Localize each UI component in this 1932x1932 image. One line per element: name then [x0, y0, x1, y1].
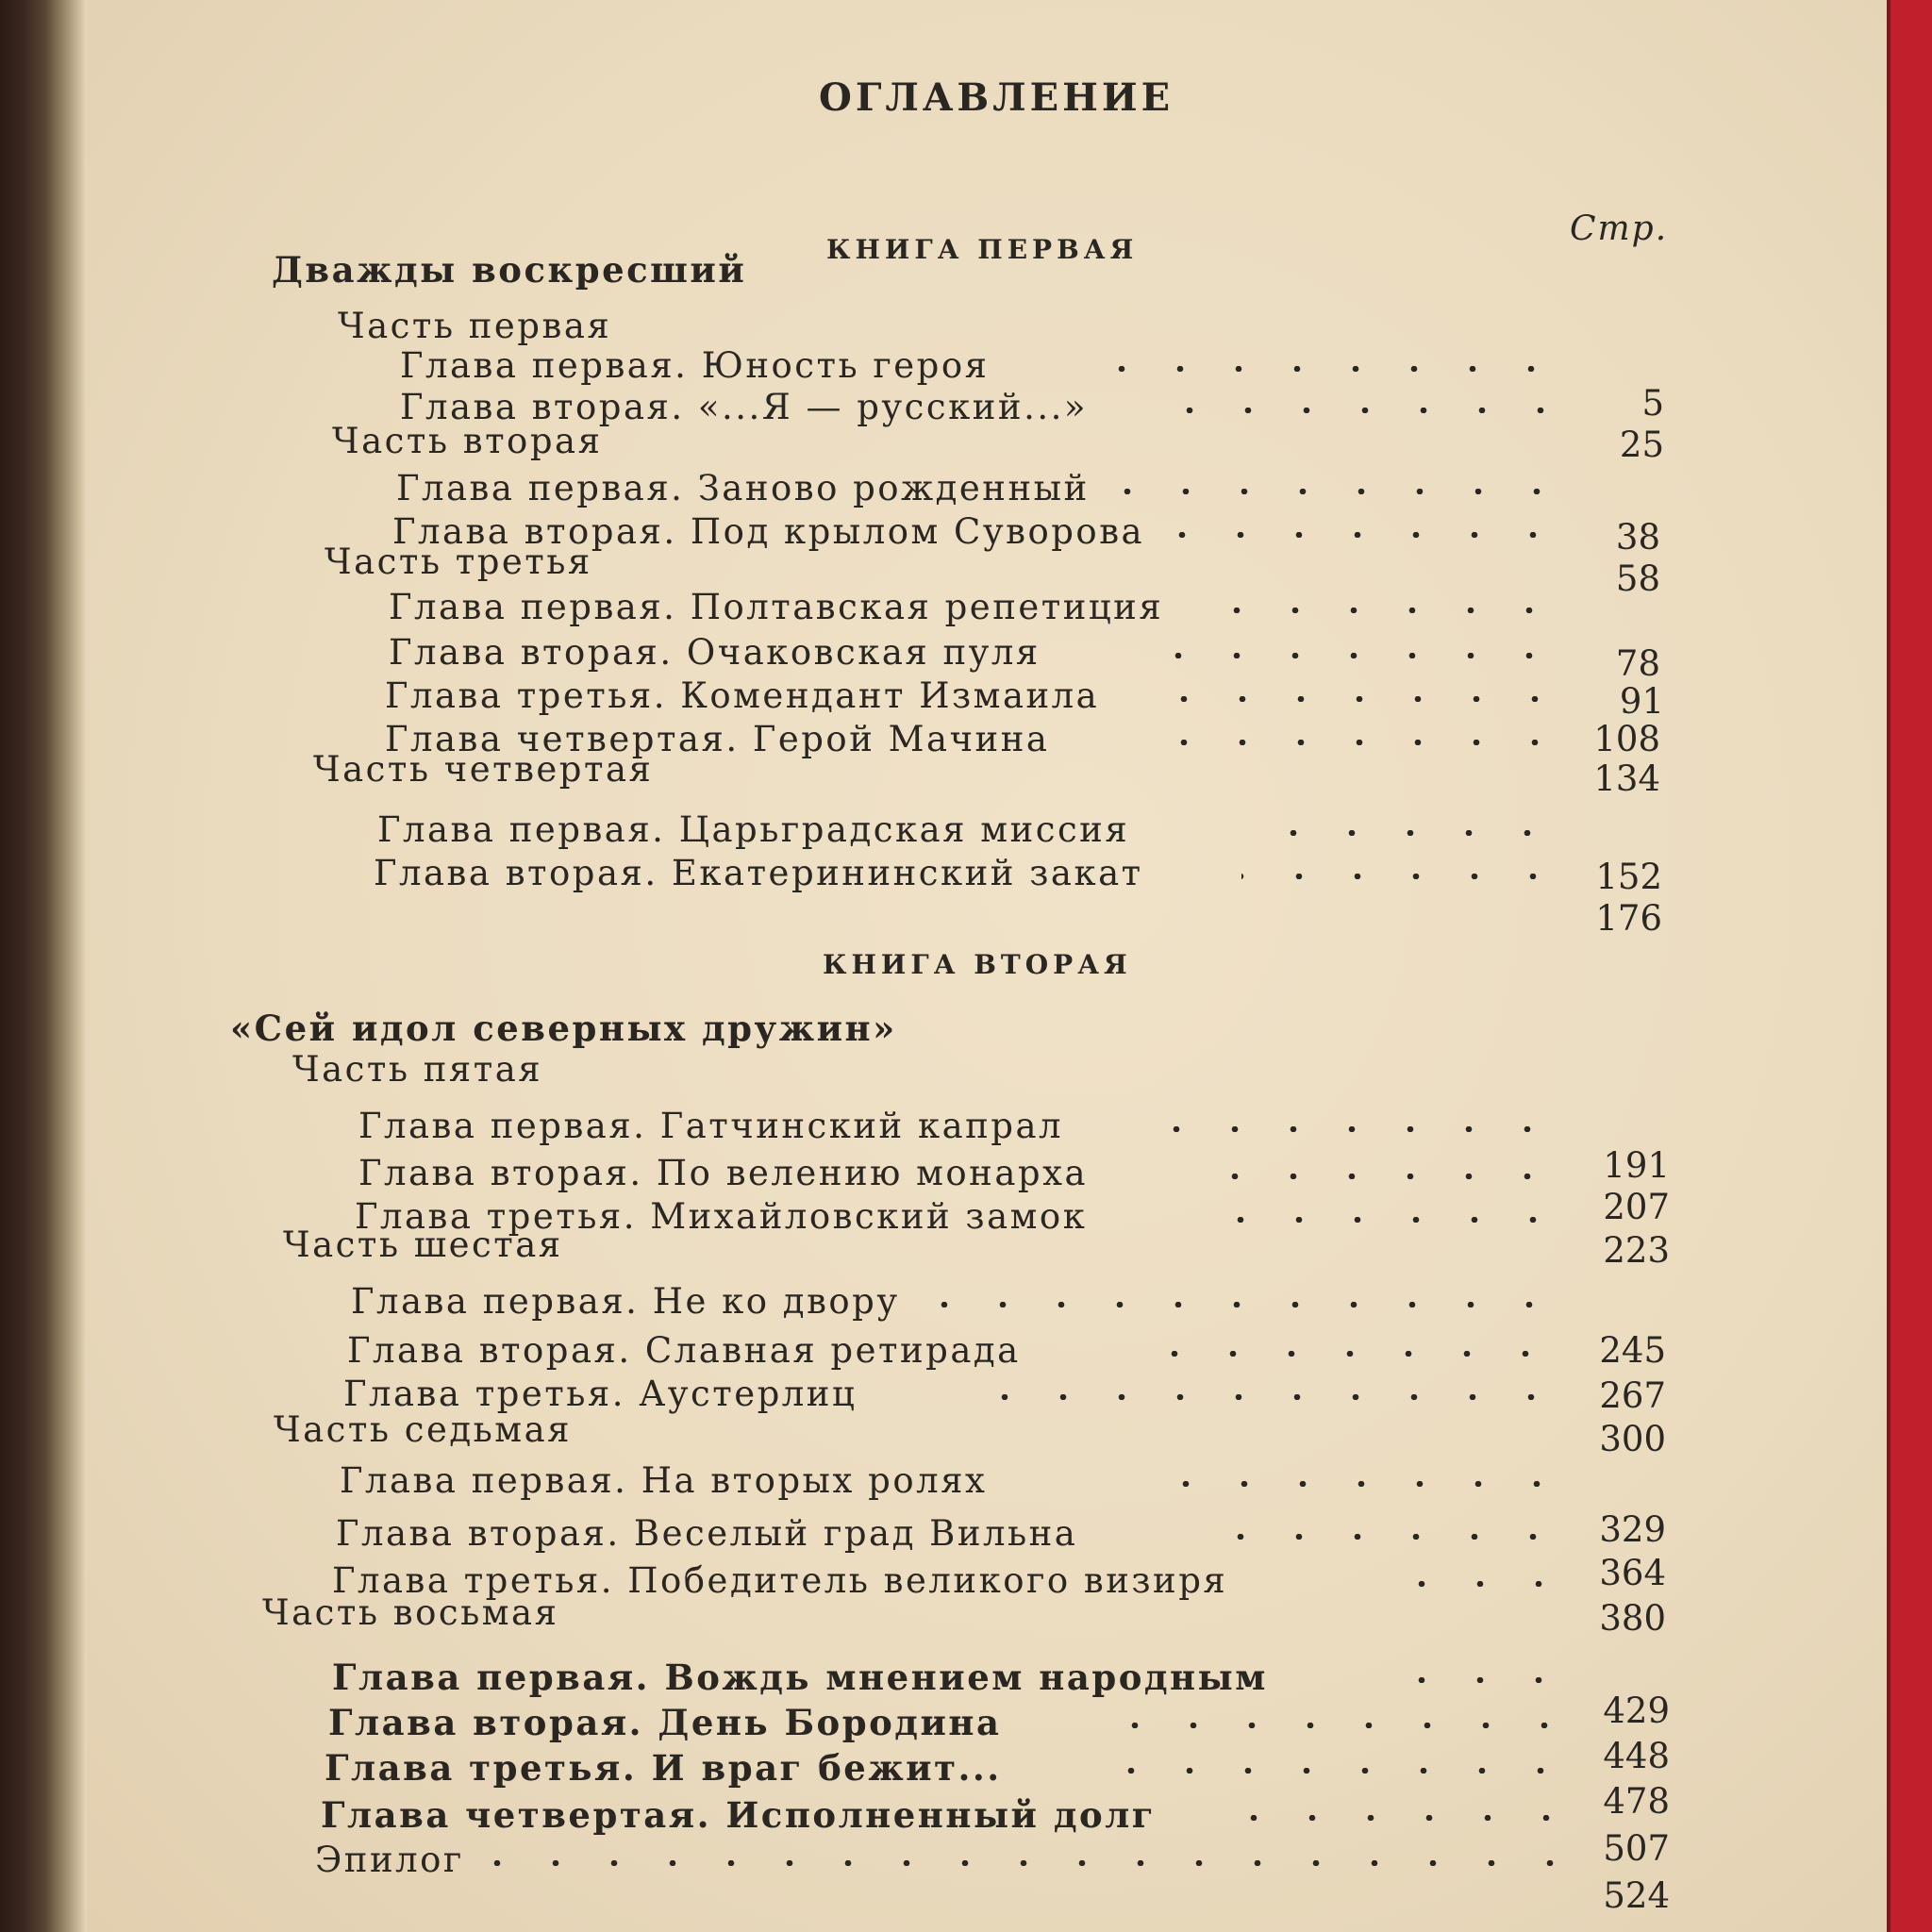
dot-leader [1168, 1351, 1555, 1357]
dot-leader [1143, 653, 1558, 658]
page-number: 300 [1599, 1419, 1666, 1459]
dot-leader [1175, 532, 1562, 538]
page-number: 108 [1593, 719, 1660, 759]
page-number: 207 [1603, 1187, 1670, 1227]
page-number: 223 [1603, 1230, 1670, 1271]
page-number: 78 [1615, 643, 1660, 684]
dot-leader [1140, 740, 1564, 745]
page-number: 38 [1615, 517, 1660, 558]
page-number: 364 [1599, 1553, 1666, 1593]
page-number: 245 [1599, 1330, 1666, 1371]
page-number: 507 [1603, 1828, 1670, 1869]
dot-leader [1245, 830, 1557, 836]
dot-leader [1241, 874, 1562, 879]
page-number: 329 [1599, 1509, 1666, 1550]
page-number: 191 [1603, 1145, 1670, 1186]
page-number: 5 [1641, 383, 1664, 424]
dot-leader [1113, 489, 1566, 494]
page-number: 134 [1593, 758, 1660, 799]
book1-heading: КНИГА ПЕРВАЯ [826, 234, 1139, 265]
dot-leader [1079, 1768, 1570, 1774]
dot-leader [1170, 1481, 1566, 1487]
dot-leader [1389, 1581, 1568, 1587]
page-number: 91 [1619, 681, 1664, 722]
dot-leader [1389, 1677, 1568, 1683]
dot-leader [936, 1302, 1558, 1307]
dot-leader [1223, 1217, 1562, 1223]
page-column-header: Стр. [1570, 209, 1669, 248]
page-number: 380 [1599, 1598, 1666, 1639]
page-title: ОГЛАВЛЕНИЕ [819, 75, 1174, 120]
page-number: 152 [1595, 857, 1662, 897]
red-background-edge [1887, 0, 1932, 1932]
page-number: 25 [1619, 425, 1664, 465]
dot-leader [1170, 1126, 1557, 1132]
dot-leader [1102, 1723, 1574, 1728]
dot-leader [1213, 1534, 1562, 1540]
book2-heading: КНИГА ВТОРАЯ [823, 949, 1132, 980]
dot-leader [1226, 1815, 1575, 1821]
dot-leader [985, 1394, 1560, 1400]
page-number: 176 [1595, 898, 1662, 939]
dot-leader [1070, 366, 1560, 372]
page-number: 478 [1603, 1781, 1670, 1822]
dot-leader [466, 1860, 1579, 1866]
dot-leader [1191, 608, 1558, 613]
page-number: 58 [1615, 558, 1660, 599]
dot-leader [1168, 696, 1564, 702]
page-number: 524 [1603, 1875, 1670, 1916]
book-spine [0, 0, 87, 1932]
dot-leader [1226, 1174, 1557, 1179]
page-number: 429 [1603, 1690, 1670, 1731]
page-number: 267 [1599, 1375, 1666, 1416]
dot-leader [1145, 408, 1570, 413]
page-number: 448 [1603, 1736, 1670, 1776]
